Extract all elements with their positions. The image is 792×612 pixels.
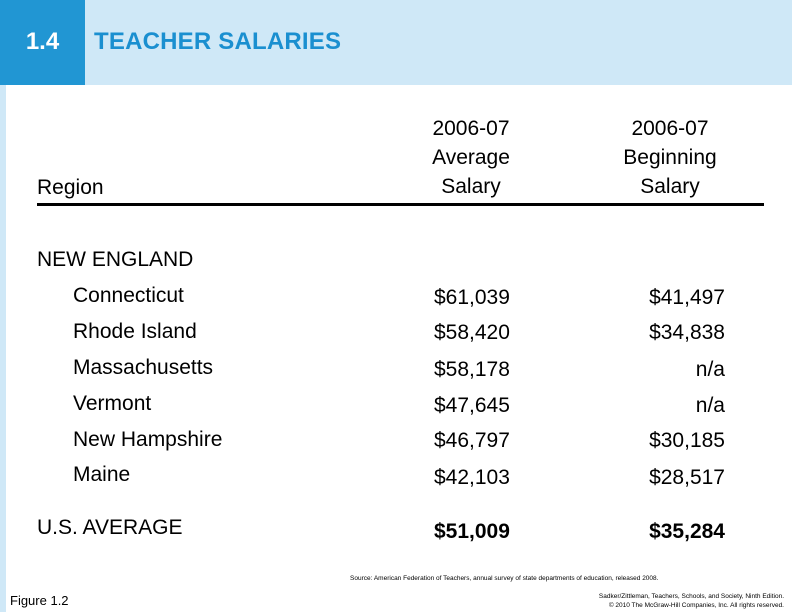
- column-header-average-salary: [400, 114, 542, 201]
- header-line: Salary: [640, 175, 700, 198]
- header-line: 2006-07: [631, 117, 709, 140]
- average-salary: $42,103: [434, 466, 510, 489]
- figure-label: Figure 1.2: [10, 593, 69, 608]
- average-salary: $58,178: [434, 358, 510, 381]
- left-accent-strip: [0, 85, 6, 612]
- header-line: Salary: [441, 175, 501, 198]
- column-header-region: Region: [37, 176, 104, 199]
- source-note: Source: American Federation of Teachers, annual survey of state departments of education, released 2008.: [350, 575, 659, 582]
- state-name: Maine: [73, 463, 131, 486]
- state-name: Massachusetts: [73, 356, 214, 379]
- beginning-salary: $28,517: [649, 466, 725, 489]
- header-divider: [37, 203, 764, 206]
- us-beginning-salary: $35,284: [649, 520, 725, 543]
- page-title: TEACHER SALARIES: [94, 28, 342, 55]
- state-name: New Hampshire: [73, 428, 223, 451]
- state-name: Connecticut: [73, 284, 184, 307]
- beginning-salary: $30,185: [649, 429, 725, 452]
- header-line: Average: [432, 146, 510, 169]
- section-number: 1.4: [0, 0, 85, 85]
- header-line: Beginning: [623, 146, 717, 169]
- average-salary: $61,039: [434, 286, 510, 309]
- beginning-salary: $41,497: [649, 286, 725, 309]
- beginning-salary: n/a: [695, 394, 725, 417]
- us-average-label: U.S. AVERAGE: [37, 516, 183, 539]
- header-line: 2006-07: [432, 117, 510, 140]
- credit-line: Sadker/Zittleman, Teachers, Schools, and Society, Ninth Edition.: [598, 593, 784, 600]
- average-salary: $46,797: [434, 429, 510, 452]
- credit-line: © 2010 The McGraw-Hill Companies, Inc. All rights reserved.: [608, 602, 784, 609]
- average-salary: $58,420: [434, 321, 510, 344]
- column-header-beginning-salary: [600, 114, 740, 201]
- state-name: Rhode Island: [73, 320, 197, 343]
- copyright-credit: [599, 592, 784, 610]
- beginning-salary: n/a: [695, 358, 725, 381]
- state-name: Vermont: [73, 392, 152, 415]
- average-salary: $47,645: [434, 394, 510, 417]
- region-group-label: NEW ENGLAND: [37, 248, 194, 271]
- us-average-salary: $51,009: [434, 520, 510, 543]
- beginning-salary: $34,838: [649, 321, 725, 344]
